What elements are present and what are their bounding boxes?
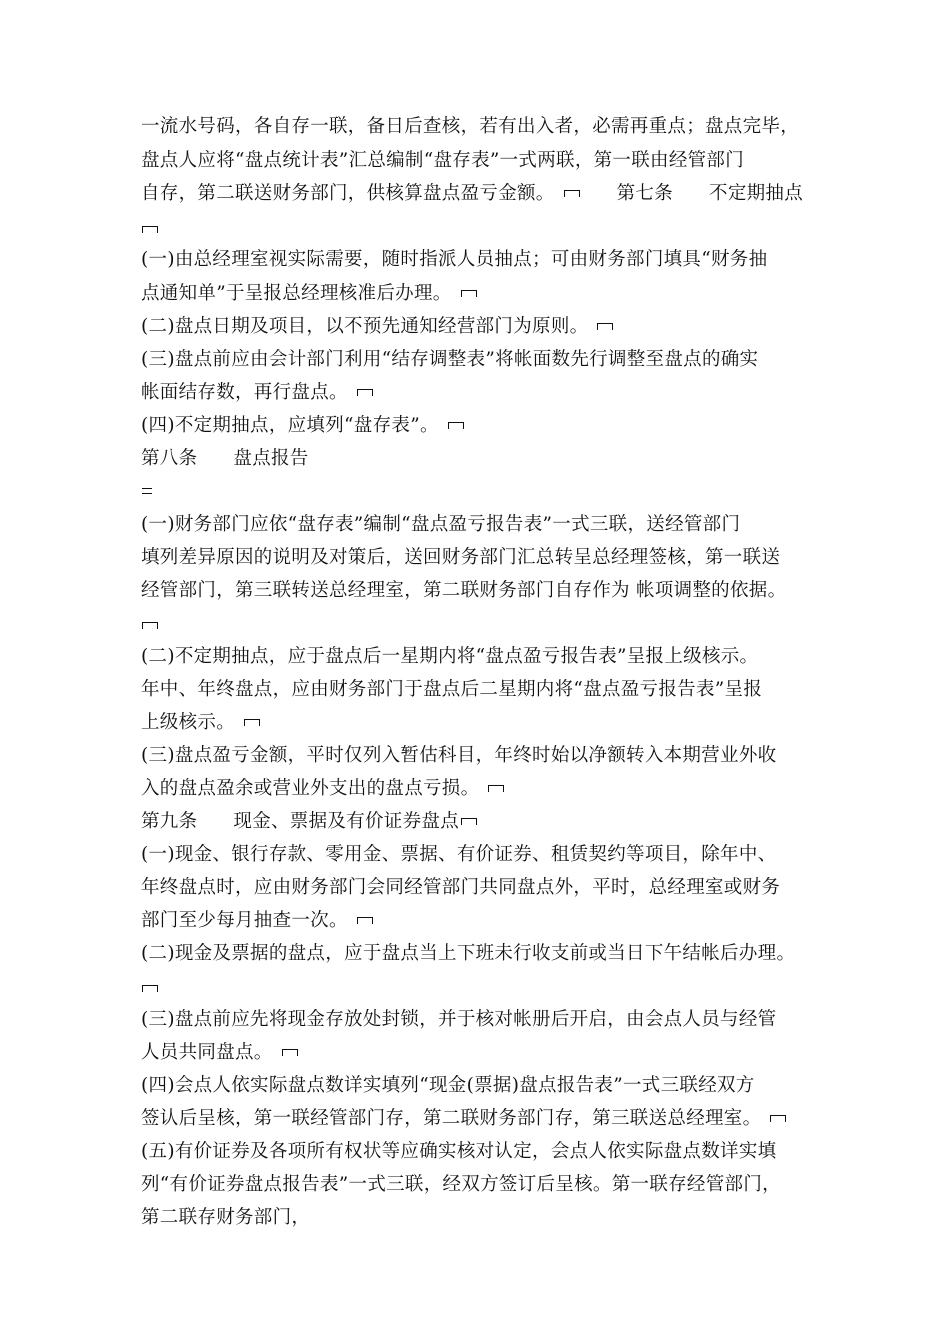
paragraph-mark-icon [460, 287, 478, 299]
text-line: 部门至少每月抽查一次。 [141, 909, 374, 933]
article-8-title: 盘点报告 [233, 448, 309, 469]
text-line: 点通知单”于呈报总经理核准后办理。 [141, 282, 478, 306]
article-9-number: 第九条 [141, 811, 198, 832]
paragraph-mark-icon [141, 619, 159, 631]
mark-line [141, 218, 159, 242]
paragraph-mark-icon [281, 1046, 299, 1058]
text-line [141, 447, 309, 471]
article-7-title: 不定期抽点 [709, 183, 804, 204]
text-line: 经管部门，第三联转送总经理室，第二联财务部门自存作为 帐项调整的依据。 [141, 580, 787, 601]
text-line: (三)盘点盈亏金额，平时仅列入暂估科目，年终时始以净额转入本期营业外收 [141, 745, 777, 766]
paragraph-mark-icon [596, 320, 614, 332]
text-line: 自存，第二联送财务部门，供核算盘点盈亏金额。 第七条 不定期抽点 [141, 183, 804, 204]
mark-line [141, 977, 159, 1001]
text-line: 第二联存财务部门， [141, 1207, 311, 1228]
text-line: 填列差异原因的说明及对策后，送回财务部门汇总转呈总经理签核，第一联送 [141, 547, 781, 568]
paragraph-mark-icon [356, 386, 374, 398]
paragraph-mark-icon [356, 914, 374, 926]
article-7-number: 第七条 [616, 183, 674, 204]
section-mark-icon [141, 485, 153, 497]
text-line: 年终盘点时，应由财务部门会同经管部门共同盘点外，平时，总经理室或财务 [141, 877, 781, 898]
text-line: (二)不定期抽点，应于盘点后一星期内将“盘点盈亏报告表”呈报上级核示。 [141, 646, 759, 667]
text-line: (四)会点人依实际盘点数详实填列“现金(票据)盘点报告表”一式三联经双方 [141, 1075, 755, 1096]
text-line: 一流水号码，各自存一联，备日后查核，若有出入者，必需再重点；盘点完毕， [141, 116, 800, 137]
text-line: (一)现金、银行存款、零用金、票据、有价证券、租赁契约等项目，除年中、 [141, 844, 777, 865]
text-line [141, 810, 478, 834]
text-line: 列“有价证券盘点报告表”一式三联，经双方签订后呈核。第一联存经管部门， [141, 1174, 781, 1195]
text-line: (五)有价证券及各项所有权状等应确实核对认定，会点人依实际盘点数详实填 [141, 1141, 777, 1162]
mark-line [141, 614, 159, 638]
paragraph-mark-icon [141, 982, 159, 994]
text-line: (一)由总经理室视实际需要，随时指派人员抽点；可由财务部门填具“财务抽 [141, 249, 768, 270]
paragraph-mark-icon [487, 782, 505, 794]
text-line: (二)盘点日期及项目，以不预先通知经营部门为原则。 [141, 315, 614, 339]
text-line: (三)盘点前应由会计部门利用“结存调整表”将帐面数先行调整至盘点的确实 [141, 349, 759, 370]
mark-line [141, 480, 153, 504]
paragraph-mark-icon [243, 716, 261, 728]
article-8-number: 第八条 [141, 448, 198, 469]
text-line: (二)现金及票据的盘点，应于盘点当上下班未行收支前或当日下午结帐后办理。 [141, 943, 796, 964]
text-line: 签认后呈核，第一联经管部门存，第二联财务部门存，第三联送总经理室。 [141, 1107, 787, 1131]
paragraph-mark-icon [769, 1112, 787, 1124]
text-line: 人员共同盘点。 [141, 1041, 299, 1065]
paragraph-mark-icon [563, 187, 581, 199]
paragraph-mark-icon [141, 223, 159, 235]
text-line: (四)不定期抽点，应填列“盘存表”。 [141, 414, 465, 438]
text-line: (三)盘点前应先将现金存放处封锁，并于核对帐册后开启，由会点人员与经管 [141, 1009, 777, 1030]
paragraph-mark-icon [447, 419, 465, 431]
paragraph-mark-icon [460, 815, 478, 827]
text-line: 上级核示。 [141, 711, 261, 735]
article-9-title: 现金、票据及有价证券盘点 [233, 811, 460, 832]
text-line: 帐面结存数，再行盘点。 [141, 381, 374, 405]
text-line: 盘点人应将“盘点统计表”汇总编制“盘存表”一式两联，第一联由经管部门 [141, 150, 745, 171]
text-line: 入的盘点盈余或营业外支出的盘点亏损。 [141, 777, 505, 801]
text-line: (一)财务部门应依“盘存表”编制“盘点盈亏报告表”一式三联，送经管部门 [141, 514, 741, 535]
text-line: 年中、年终盘点，应由财务部门于盘点后二星期内将“盘点盈亏报告表”呈报 [141, 679, 763, 700]
